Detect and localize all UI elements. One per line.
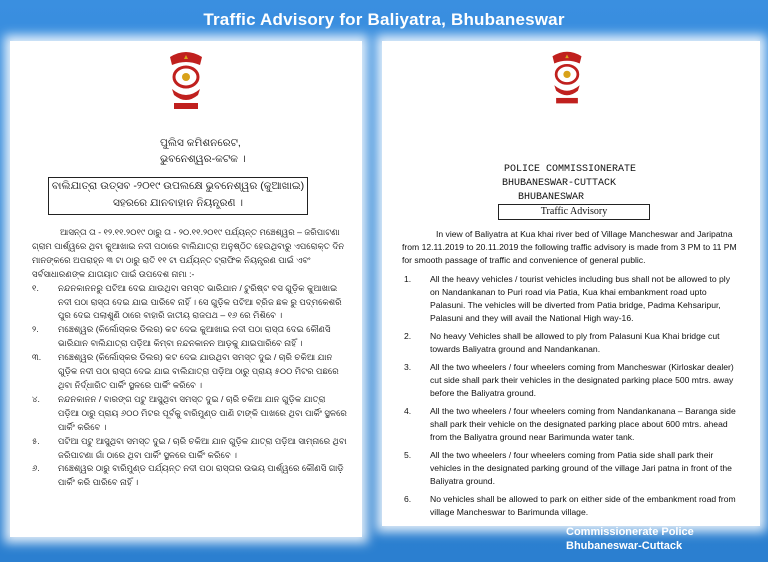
list-item-number: 5. <box>404 450 412 460</box>
footer-signature <box>566 525 766 553</box>
list-item-text: ପଟିଆ ପଟୁ ଆସୁଥିବା ସମସ୍ତ ଦୁଇ / ଚାରି ଚକିଆ ଯାନ ଗୁଡ଼ିକ ଯାତ୍ରା ପଡ଼ିଆ ସାମ୍ନାରେ ଥିବା ଜରିପାଟଣା ଗାଁ ଠାରେ ଥିବା ପାର୍କିଂ ସ୍ଥଳରେ ପାର୍କିଂ କରିବେ । <box>58 435 347 460</box>
list-item-text: ନନ୍ଦନକାନନ / ବାରଙ୍ଗ ପଟୁ ଆସୁଥିବା ସମସ୍ତ ଦୁଇ / ଚାରି ଚକିଆ ଯାନ ଗୁଡ଼ିକ ଯାତ୍ରା ପଡ଼ିଆ ଠାରୁ ପ୍ରାୟ ୬୦୦ ମିଟର ପୂର୍ବକୁ ବାରିମୁଣ୍ଡ ପାଣି ଟାଙ୍କି ପାଖରେ ଥିବା ପାର୍କିଂ ସ୍ଥଳରେ ପାର୍କିଂ କରିବେ । <box>58 393 347 432</box>
list-item-number: 4. <box>404 406 412 416</box>
odia-title-line-1: ବାଲିଯାତ୍ରା ଉତ୍ସବ -୨୦୧୯ ଉପଲକ୍ଷେ ଭୁବନେଶ୍ୱର (କୁଆଖାଇ) <box>51 180 305 192</box>
odia-title-box <box>48 177 308 215</box>
list-item-number: ୪. <box>32 393 40 404</box>
list-item-number: ୬. <box>32 463 40 474</box>
english-header-line-2: BHUBANESWAR-CUTTACK <box>502 178 617 189</box>
list-item-text: All the two wheelers / four wheelers coming from Mancheswar (Kirloskar dealer) cut side shall park their vehicles in the designated parking place 500 mtrs. away before the Baliyatra ground. <box>430 362 734 398</box>
list-item <box>32 393 348 435</box>
list-item <box>402 330 740 356</box>
list-item-number: 2. <box>404 331 412 341</box>
banner-title: Traffic Advisory for Baliyatra, Bhubaneswar <box>203 10 565 29</box>
police-emblem-icon <box>164 49 208 113</box>
english-header-line-3: BHUBANESWAR <box>518 192 585 203</box>
odia-notice-page <box>10 41 362 537</box>
english-list <box>402 273 740 519</box>
list-item <box>402 493 740 519</box>
list-item <box>402 449 740 488</box>
list-item <box>32 462 348 490</box>
list-item-text: No heavy Vehicles shall be allowed to ply from Palasuni Kua Khai bridge cut towards Baliyatra ground and Nandankanan. <box>430 331 720 354</box>
odia-list <box>32 282 348 491</box>
list-item <box>402 405 740 444</box>
odia-header-line-1: ପୁଲିସ କମିଶନରେଟ, <box>160 137 241 149</box>
police-emblem-icon <box>547 49 587 107</box>
english-body <box>402 228 740 524</box>
list-item <box>32 282 348 324</box>
list-item-number: ୩. <box>32 352 42 363</box>
odia-title-line-2: ସହରରେ ଯାନବାହାନ ନିୟନ୍ତ୍ରଣ । <box>112 197 244 209</box>
list-item-number: ୧. <box>32 282 39 293</box>
list-item <box>402 273 740 325</box>
list-item <box>32 323 348 351</box>
english-header-line-1: POLICE COMMISSIONERATE <box>504 164 637 175</box>
list-item-number: ୨. <box>32 324 39 335</box>
list-item-text: ମଞ୍ଚେଶ୍ୱର (କିର୍ଲୋସ୍କର ଡିଲର) କଟ ଦେଇ କୁଆଖାଇ ନଦୀ ପଠା ରାସ୍ତା ଦେଇ କୌଣସି ଭାରିଯାନ ବାଲିଯାତ୍ରା ପଡ଼ିଆ କିମ୍ବା ନନ୍ଦନକାନନ ଆଡ଼କୁ ଯାଇପାରିବେ ନାହିଁ । <box>58 324 331 349</box>
english-notice-page <box>382 41 760 526</box>
odia-intro: ଆସନ୍ତା ତା - ୧୨.୧୧.୨୦୧୯ ଠାରୁ ତା - ୨୦.୧୧.୨୦୧୯ ପର୍ଯ୍ୟନ୍ତ ମଞ୍ଚେଶ୍ୱର – ଜରିପାଟଣା ଗ୍ରାମ ପାର୍ଶ୍ୱରେ ଥିବା କୁଆଖାଇ ନଦୀ ପଠାରେ ବାଲିଯାତ୍ରା ଅନୁଷ୍ଠିତ ହେଉଥିବାରୁ ଏପରୋକ୍ତ ଦିନ ମାନଙ୍କରେ ଅପରାହ୍ନ ୩ ଟା ଠାରୁ ରାତି ୧୧ ଟା ପର୍ଯ୍ୟନ୍ତ ଟ୍ରାଫିକ ନିୟନ୍ତ୍ରଣ ପାଇଁ ଏବଂ ସର୍ବସାଧାରଣଙ୍କ ଯାତାୟାତ ପାଇଁ ଉପଦେଶ ନାମା :- <box>32 227 345 279</box>
odia-body <box>32 226 348 490</box>
list-item-text: ନନ୍ଦନକାନନରୁ ପଟିଆ ଦେଇ ଯାଉଥିବା ସମସ୍ତ ଭାରିଯାନ / ଟୁରିଷ୍ଟ ବସ ଗୁଡ଼ିକ କୁଆଖାଇ ନଦୀ ପଠା ରାସ୍ତା ଦେଇ ଯାଇ ପାରିବେ ନାହିଁ । ସେ ଗୁଡ଼ିକ ପଟିଆ ବ୍ରିଜ ଛକ ରୁ ପଦ୍ମକେଶରି ପୁର ଦେଇ ପଲାଶୁଣି ଠାରେ ବାହାରି ଜାତୀୟ ରାଜପଥ – ୧୬ ରେ ମିଶିବେ । <box>58 282 342 321</box>
footer-line-2: Bhubaneswar-Cuttack <box>566 540 683 552</box>
english-intro: In view of Baliyatra at Kua khai river bed of Village Mancheswar and Jaripatna from 12.11.2019 to 20.11.2019 the following traffic advisory is made from 3 PM to 11 PM for smooth passage of traffic and convenience of general public. <box>402 229 737 265</box>
list-item <box>32 435 348 463</box>
odia-header-line-2: ଭୁବନେଶ୍ୱର-କଟକ । <box>160 153 246 165</box>
list-item-text: All the two wheelers / four wheelers coming from Patia side shall park their vehicles in the designated parking ground of the village Jari patna in front of the Baliyatra ground. <box>430 450 732 486</box>
list-item <box>32 351 348 393</box>
list-item-number: 1. <box>404 274 412 284</box>
list-item <box>402 361 740 400</box>
list-item-text: All the two wheelers / four wheelers coming from Nandankanana – Baranga side shall park their vehicle on the designated parking place about 600 mtrs. ahead from the Baliyatra ground near Barimunda water tank. <box>430 406 736 442</box>
list-item-number: 6. <box>404 494 412 504</box>
list-item-number: 3. <box>404 362 412 372</box>
list-item-text: All the heavy vehicles / tourist vehicles including bus shall not be allowed to ply on Nandankanan to Puri road via Patia, Kua khai embankment road upto Palasuni. The vehicles will be diverted from Patia bridge, Padma Kehsaripur, Palasuni and they will avail the National High way-16. <box>430 274 730 323</box>
list-item-text: ମଞ୍ଚେଶ୍ୱର ଠାରୁ ବାରିମୁଣ୍ଡ ପର୍ଯ୍ୟନ୍ତ ନଦୀ ପଠା ରାସ୍ତାର ଉଭୟ ପାର୍ଶ୍ୱରେ କୌଣସି ଗାଡ଼ି ପାର୍କିଂ କରି ପାରିବେ ନାହିଁ । <box>58 463 344 488</box>
list-item-text: ମଞ୍ଚେଶ୍ୱର (କିର୍ଲୋସ୍କର ଡିଲର) କଟ ଦେଇ ଯାଉଥିବା ସମସ୍ତ ଦୁଇ / ଚାରି ଚକିଆ ଯାନ ଗୁଡ଼ିକ ନଦୀ ପଠା ରାସ୍ତା ଦେଇ ଯାଇ ବାଲିଯାତ୍ରା ପଡ଼ିଆ ଠାରୁ ପ୍ରାୟ ୫୦୦ ମିଟର ପଛରେ ଥିବା ନିର୍ଦ୍ଧାରିତ ପାର୍କିଂ ସ୍ଥଳରେ ପାର୍କିଂ କରିବେ । <box>58 352 339 390</box>
english-title: Traffic Advisory <box>498 204 650 220</box>
list-item-number: ୫. <box>32 435 40 446</box>
list-item-text: No vehicles shall be allowed to park on either side of the embankment road from village Mancheswar to Barimunda village. <box>430 494 736 517</box>
footer-line-1: Commissionerate Police <box>566 526 694 538</box>
